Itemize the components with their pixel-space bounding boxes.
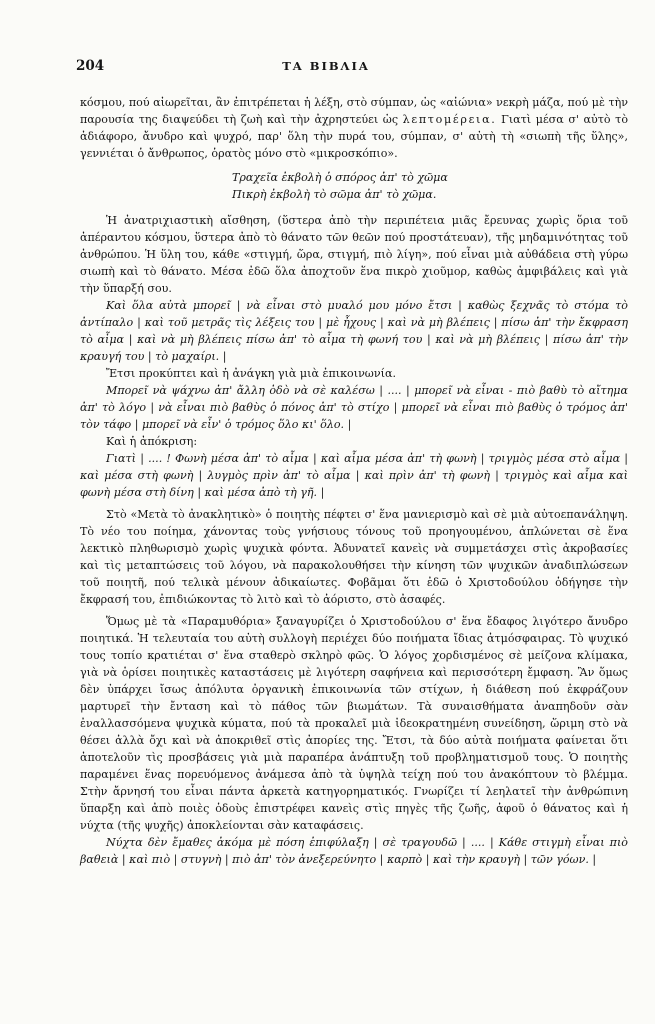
page-header — [76, 58, 576, 78]
paragraph-6: Ὅμως μὲ τὰ «Παραμυθόρια» ξαναγυρίζει ὁ Χριστοδούλου σ' ἕνα ἔδαφος λιγότερο ἄνυδρο ποιητικά. Ἡ τελευταία του αὐτὴ συλλογὴ περιέχει δύο ποιήματα ἴδιας ἀτμόσφαιρας. Τὸ ψυχικό τους τοπίο κρατιέται σ' ἕνα σταθερὸ σκληρὸ φῶς. Ὁ λόγος χορδισμένος σὲ μείζονα κλίμακα, γιὰ νὰ ὁρίσει ποιητικὲς καταστάσεις μὲ λιγότερη σαφήνεια καὶ περισσότερη ἔμφαση. Ἂν ὅμως δὲν ὑπάρχει ἴσως ἀπόλυτα ὀργανικὴ ἐπικοινωνία τῶν στίχων, ἡ διάθεση πού ἐκφράζουν μαρτυρεῖ τὴν ἔνταση καὶ τὸ πάθος τῶν βιωμάτων. Τὰ συναισθήματα ἀναπηδοῦν σὰν ἐναλλασσόμενα ψυχικὰ κύματα, πού τὰ προκαλεῖ μιὰ ἰδεοκρατημένη συνείδηση, ὥριμη στὸ νὰ θέσει ἀλλὰ ὄχι καὶ νὰ ἀποκριθεῖ στὶς ἀπορίες της. Ἔτσι, τὰ δύο αὐτὰ ποιήματα φαίνεται ὅτι ἀποτελοῦν τὶς προσβάσεις γιὰ μιὰ παραπέρα ἀνάπτυξη τοῦ προβληματισμοῦ τους. Ὁ ποιητὴς παραμένει ἕνας πορευόμενος ἀνάμεσα ἀπὸ τὰ ὑψηλὰ τείχη πού του ἀνακόπτουν τὸ βλέμμα. Στὴν ἄρνησή του εἶναι πάντα ἀρκετὰ κατηγορηματικός. Γνωρίζει τί λεηλατεῖ τὴν ἀνθρώπινη ὕπαρξη καὶ ἀπὸ ποιὲς ὁδοὺς ἐπιστρέφει κανεὶς στὶς πηγὲς τῆς ζωῆς, ἀφοῦ ὁ θάνατος καὶ ἡ νύχτα (τῆς ψυχῆς) ἀποκλείονται σὰν καταφάσεις. — [80, 615, 628, 832]
quotation-1: Καὶ ὅλα αὐτὰ μπορεῖ | νὰ εἶναι στὸ μυαλό μου μόνο ἔτσι | καθὼς ξεχνᾶς τὸ στόμα τὸ ἀντίπαλο | καὶ τοῦ μετρᾶς τὶς λέξεις του | μὲ ἦχους | καὶ νὰ μὴ βλέπεις | πίσω ἀπ' τὴν ἔκφραση τὸ αἷμα | καὶ νὰ μὴ βλέπεις πίσω ἀπ' τὸ αἷμα τὴ φωνή του | καὶ νὰ μὴ βλέπεις | πίσω ἀπ' τὴν κραυγή του | τὸ μαχαίρι. | — [80, 299, 628, 363]
paragraph-4: Καὶ ἡ ἀπόκριση: — [106, 435, 198, 448]
quotation-2: Μπορεῖ νὰ ψάχνω ἀπ' ἄλλη ὁδὸ νὰ σὲ καλέσω | .... | μπορεῖ νὰ εἶναι - πιὸ βαθὺ τὸ αἴτημα ἀπ' τὸ λόγο | νὰ εἶναι πιὸ βαθὺς ὁ πόνος ἀπ' τὸ στίχο | μπορεῖ νὰ εἶναι πιὸ βαθὺς ὁ τρόμος ἀπ' τὸν τάφο | μπορεῖ νὰ εἶν' ὁ τρόμος ὅλο κι' ὅλο. | — [80, 384, 628, 431]
verse-line-1: Τραχεῖα ἐκβολὴ ὁ σπόρος ἀπ' τὸ χῶμα — [232, 171, 448, 184]
paragraph-1-text-a: κόσμου, πού αἰωρεῖται, ἂν ἐπιτρέπεται ἡ λέξη, στὸ σύμπαν, ὡς «αἰώνια» νεκρὴ μάζα, πού μὲ τὴν παρουσία της διαψεύδει τὴ ζωὴ καὶ τὴν ἀχρηστεύει ὡς — [80, 96, 628, 126]
paragraph-1 — [80, 94, 628, 162]
page-body — [80, 94, 628, 868]
quotation-4: Νύχτα δὲν ἔμαθες ἀκόμα μὲ πόση ἐπιφύλαξη | σὲ τραγουδῶ | .... | Κάθε στιγμὴ εἶναι πιὸ βαθειὰ | καὶ πιὸ | στυγνὴ | πιὸ ἀπ' τὸν ἀνεξερεύνητο | καρπὸ | καὶ τὴν κραυγὴ | τῶν γόων. | — [80, 836, 628, 866]
quotation-3: Γιατὶ | .... ! Φωνὴ μέσα ἀπ' τὸ αἷμα | καὶ αἷμα μέσα ἀπ' τὴ φωνὴ | τριγμὸς μέσα στὸ αἷμα | καὶ μέσα στὴ φωνὴ | λυγμὸς πρὶν ἀπ' τὸ αἷμα | καὶ πρὶν ἀπ' τὴ φωνὴ | τριγμὸς καὶ αἷμα καὶ φωνὴ μέσα στὴ δίνη | καὶ μέσα ἀπὸ τὴ γῆ. | — [80, 452, 628, 499]
paragraph-1-text-c: Γιατὶ μέσα σ' αὐτὸ τὸ ἀδιάφορο, ἄνυδρο καὶ ψυχρό, παρ' ὅλη τὴν πυρά του, σύμπαν, σ' αὐτὴ τὴ «σιωπὴ τῆς ὕλης», γεννιέται ὁ ἄνθρωπος, ὁρατὸς μόνο στὸ «μικροσκόπιο». — [80, 113, 628, 160]
running-title: ΤΑ ΒΙΒΛΙΑ — [282, 59, 370, 73]
paragraph-2: Ἡ ἀνατριχιαστικὴ αἴσθηση, (ὕστερα ἀπὸ τὴν περιπέτεια μιᾶς ἔρευνας χωρὶς ὅρια τοῦ ἀπέραντου κόσμου, ὕστερα ἀπὸ τὸ θάνατο τῶν θεῶν πού προστάτευαν), τῆς μηδαμινότητας τοῦ ἀνθρώπου. Ἡ ὕλη του, κάθε «στιγμή, ὥρα, στιγμή, πιὸ λίγη», πού εἶναι μιὰ αὐθάδεια στὴ γύρω σιωπὴ καὶ τὸ θάνατο. Μέσα ἐδῶ ὅλα ἀποχτοῦν ἕνα πικρὸ χιοῦμορ, καθὼς ἀμφιβάλεις καὶ γιὰ τὴν ὕπαρξή σου. — [80, 214, 628, 295]
verse-block — [80, 169, 628, 203]
page-number: 204 — [76, 58, 105, 74]
spaced-word-leptomereia: λεπτομέρεια. — [402, 113, 497, 126]
paragraph-5: Στὸ «Μετὰ τὸ ἀνακλητικὸ» ὁ ποιητὴς πέφτει σ' ἕνα μανιερισμὸ καὶ σὲ μιὰ αὐτοεπανάληψη. Τὸ νέο του ποίημα, χάνοντας τοὺς γνήσιους τόνους τοῦ προηγουμένου, ἁπλώνεται σὲ ἕνα λεκτικὸ πληθωρισμὸ χωρὶς ψυχικὰ φόντα. Ἀδυνατεῖ κανεὶς νὰ συμμετάσχει στὶς ἀκροβασίες καὶ τὶς μεταπτώσεις τοῦ λόγου, νὰ παρακολουθήσει τὴν κίνηση τῶν ψυχικῶν ἀναδιπλώσεων τοῦ ποιητῆ, πού τελικὰ μένουν ἀδικαίωτες. Φοβᾶμαι ὅτι ἐδῶ ὁ Χριστοδούλου ὁδήγησε τὴν ἔκφρασή του, ἐπιδιώκοντας τὸ λιτὸ καὶ τὸ ἀόριστο, στὸ ἀσαφές. — [80, 508, 628, 606]
verse-line-2: Πικρὴ ἐκβολὴ τὸ σῶμα ἀπ' τὸ χῶμα. — [232, 188, 437, 201]
paragraph-3: Ἔτσι προκύπτει καὶ ἡ ἀνάγκη γιὰ μιὰ ἐπικοινωνία. — [106, 367, 396, 380]
